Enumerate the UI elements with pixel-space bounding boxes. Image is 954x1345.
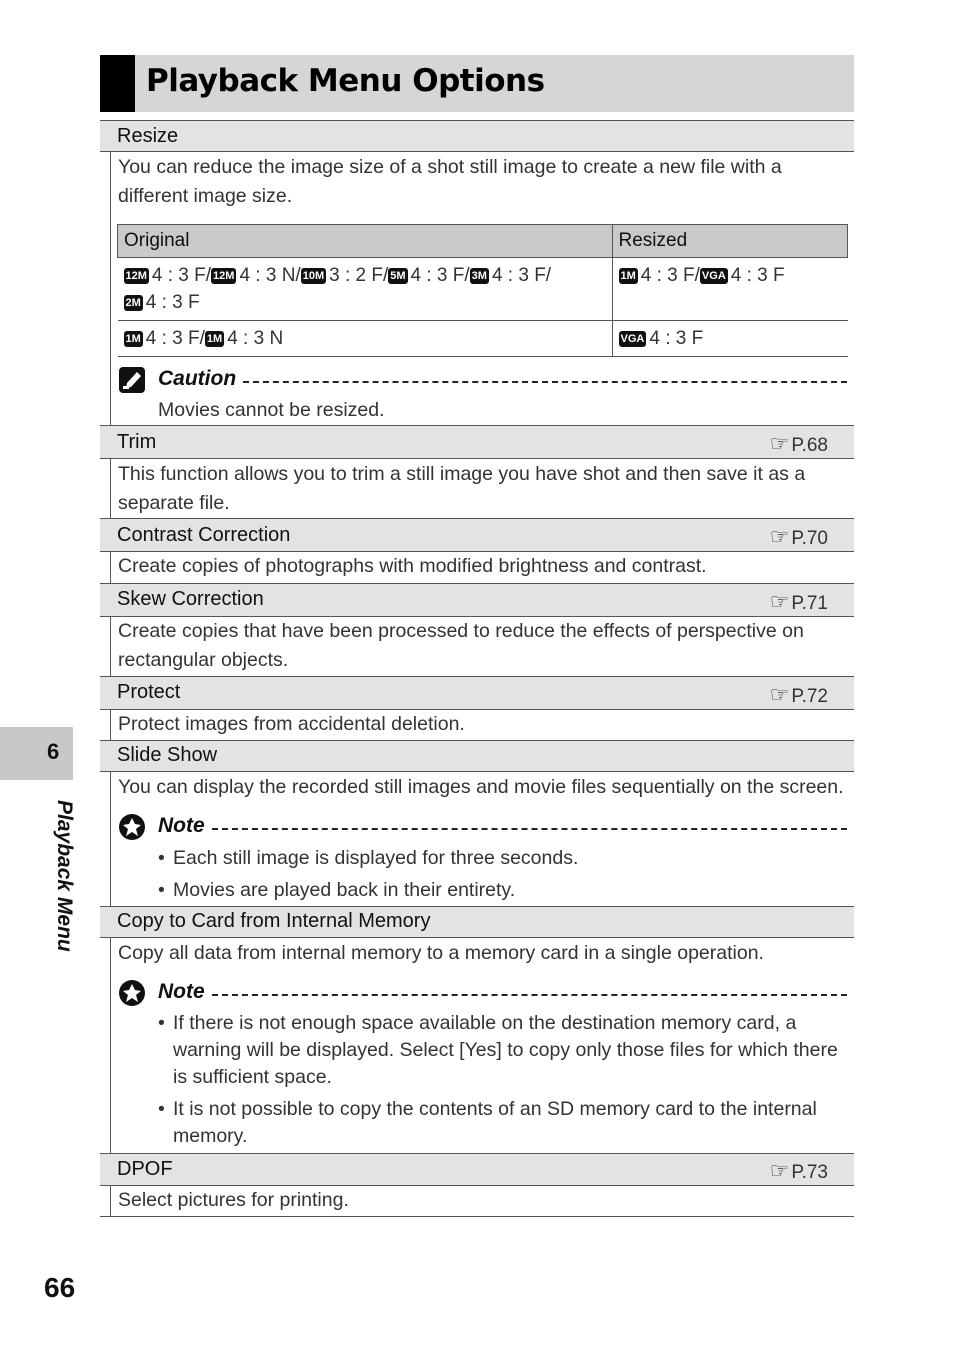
- size-aspect: 4 : 3 F: [649, 328, 704, 349]
- bullet-dot: •: [158, 879, 165, 901]
- size-aspect: 4 : 3 F/: [491, 265, 552, 286]
- page-reference: [770, 431, 828, 457]
- section-description: This function allows you to trim a still image you have shot and then save it as a separate file.: [118, 463, 806, 514]
- section-header-resize: [100, 120, 854, 152]
- section-title: Copy to Card from Internal Memory: [117, 910, 431, 932]
- ref-page: P.70: [791, 528, 828, 549]
- ref-page: P.71: [791, 593, 828, 614]
- note-divider: [212, 994, 847, 996]
- size-aspect: 4 : 3 N: [227, 328, 284, 349]
- section-header-protect: [100, 676, 854, 710]
- size-1m-icon: 1M: [620, 270, 636, 282]
- note-divider: [212, 828, 847, 830]
- table-cell-original: [118, 321, 613, 357]
- note-bullet: [158, 845, 848, 872]
- table-header-resized: Resized: [612, 225, 848, 258]
- table-cell-resized: [612, 321, 848, 357]
- title-marker: [100, 55, 135, 112]
- size-12m-icon: 12M: [213, 270, 235, 282]
- section-body-skew: [110, 617, 854, 676]
- size-vga-icon: VGA: [701, 270, 726, 282]
- note-bullet: [158, 1010, 848, 1091]
- ref-page: P.72: [791, 686, 828, 707]
- note-text: Movies are played back in their entirety.: [173, 879, 516, 901]
- size-aspect: 4 : 3 F/: [640, 265, 700, 286]
- note-text: It is not possible to copy the contents of an SD memory card to the internal memory.: [173, 1098, 817, 1147]
- section-title: Trim: [117, 431, 157, 453]
- chapter-number: 6: [47, 739, 60, 764]
- size-1m-icon: 1M: [125, 333, 141, 345]
- size-1m-icon: 1M: [206, 333, 223, 345]
- table-cell-original: [118, 258, 613, 321]
- ref-page: P.73: [791, 1162, 828, 1183]
- size-5m-icon: 5M: [390, 270, 406, 282]
- section-body-dpof: [110, 1186, 854, 1217]
- caution-title: Caution: [158, 367, 237, 390]
- note-bullet: [158, 1096, 848, 1150]
- size-aspect: 4 : 3 N/: [239, 265, 301, 286]
- pointing-hand-icon: ☞: [769, 431, 790, 456]
- section-description: Create copies of photographs with modified brightness and contrast.: [118, 555, 707, 577]
- caution-icon: [118, 366, 146, 394]
- section-description: You can reduce the image size of a shot still image to create a new file with a different image size.: [118, 156, 782, 207]
- section-header-contrast: [100, 518, 854, 552]
- pointing-hand-icon: ☞: [769, 589, 790, 614]
- section-header-dpof: [100, 1153, 854, 1186]
- size-2m-icon: 2M: [125, 297, 141, 309]
- size-10m-icon: 10M: [302, 270, 325, 282]
- caution-divider: [243, 381, 847, 383]
- size-aspect: 4 : 3 F/: [410, 265, 470, 286]
- note-text: If there is not enough space available on the destination memory card, a warning will be displayed. Select [Yes] to copy only those files for which there is sufficient space.: [173, 1012, 838, 1088]
- note-text: Each still image is displayed for three seconds.: [173, 847, 579, 869]
- section-header-skew: [100, 583, 854, 617]
- table-header-original: Original: [118, 225, 613, 258]
- pointing-hand-icon: ☞: [769, 1158, 790, 1183]
- chapter-label: Playback Menu: [53, 800, 76, 952]
- page-title-bar: [100, 55, 854, 112]
- table-bottom-rule: [100, 1216, 854, 1217]
- section-description: Copy all data from internal memory to a memory card in a single operation.: [118, 942, 764, 964]
- table-row: [118, 258, 848, 321]
- section-header-trim: [100, 425, 854, 459]
- section-description: You can display the recorded still images and movie files sequentially on the screen.: [118, 776, 844, 798]
- section-header-slideshow: [100, 740, 854, 772]
- page-reference: [770, 524, 828, 550]
- section-title: Resize: [117, 125, 179, 147]
- section-body-trim: [110, 459, 854, 518]
- note-icon: [118, 979, 146, 1007]
- size-aspect: 4 : 3 F/: [145, 328, 205, 349]
- size-aspect: 3 : 2 F/: [329, 265, 389, 286]
- section-title: Skew Correction: [117, 588, 264, 610]
- note-title: Note: [158, 980, 205, 1003]
- size-vga-icon: VGA: [620, 333, 645, 345]
- section-title: Contrast Correction: [117, 524, 291, 546]
- page-title: Playback Menu Options: [146, 63, 545, 99]
- table-cell-resized: [612, 258, 848, 321]
- chapter-tab: [0, 727, 73, 780]
- section-title: Slide Show: [117, 744, 218, 766]
- section-body-contrast: [110, 552, 854, 583]
- note-title: Note: [158, 814, 205, 837]
- section-description: Select pictures for printing.: [118, 1189, 349, 1211]
- table-row: [118, 321, 848, 357]
- ref-page: P.68: [791, 435, 828, 456]
- resize-table: [117, 224, 848, 357]
- size-3m-icon: 3M: [471, 270, 487, 282]
- section-header-copy: [100, 906, 854, 938]
- section-body-protect: [110, 710, 854, 740]
- size-12m-icon: 12M: [125, 270, 147, 282]
- bullet-dot: •: [158, 847, 165, 869]
- pointing-hand-icon: ☞: [769, 524, 790, 549]
- section-description: Protect images from accidental deletion.: [118, 713, 465, 735]
- caution-text: Movies cannot be resized.: [158, 399, 385, 421]
- note-bullet: [158, 877, 848, 904]
- section-title: DPOF: [117, 1158, 173, 1180]
- page-reference: [770, 1158, 828, 1184]
- page-reference: [770, 589, 828, 615]
- note-icon: [118, 813, 146, 841]
- bullet-dot: •: [158, 1012, 165, 1034]
- section-title: Protect: [117, 681, 181, 703]
- pointing-hand-icon: ☞: [769, 682, 790, 707]
- page-number: 66: [44, 1272, 76, 1303]
- section-description: Create copies that have been processed to reduce the effects of perspective on rectangular objects.: [118, 620, 804, 671]
- size-aspect: 4 : 3 F: [730, 265, 785, 286]
- bullet-dot: •: [158, 1098, 165, 1120]
- size-aspect: 4 : 3 F/: [151, 265, 212, 286]
- page-reference: [770, 682, 828, 708]
- size-aspect: 4 : 3 F: [145, 292, 200, 313]
